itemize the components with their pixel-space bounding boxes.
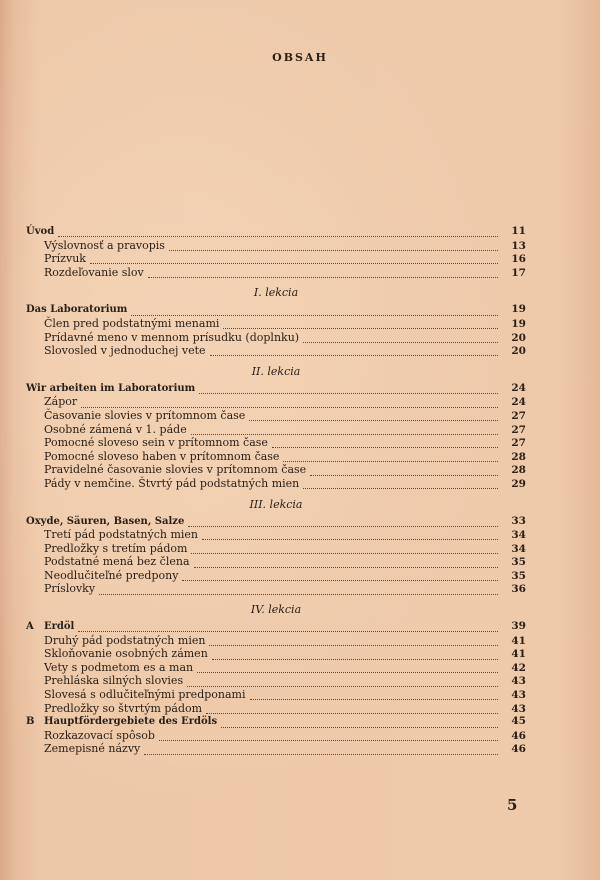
toc-entry-title: Zemepisné názvy (44, 742, 141, 756)
toc-entry-row (26, 331, 526, 345)
toc-page-number: 33 (511, 514, 526, 527)
toc-dot-leader (131, 307, 498, 316)
page-number: 5 (507, 796, 518, 814)
toc-page-number: 20 (511, 345, 526, 358)
toc-page-number: 24 (511, 381, 526, 394)
toc-dot-leader (191, 426, 498, 435)
toc-entry-row (26, 423, 526, 437)
toc-entry-title: Slovosled v jednoduchej vete (44, 344, 206, 358)
toc-entry-row (26, 569, 526, 583)
toc-entry-title: Vety s podmetom es a man (44, 660, 194, 674)
toc-dot-leader (283, 453, 498, 462)
toc-dot-leader (249, 412, 498, 421)
toc-entry-title: Neodlučiteľné predpony (44, 568, 179, 582)
toc-page-number: 42 (511, 661, 526, 674)
toc-entry-title: Podstatné mená bez člena (44, 555, 190, 569)
toc-page-number: 20 (511, 331, 526, 344)
toc-dot-leader (58, 228, 498, 237)
toc-dot-leader (169, 242, 498, 251)
toc-dot-leader (199, 385, 498, 394)
toc-page-number: 19 (511, 303, 526, 316)
toc-dot-leader (206, 705, 498, 714)
toc-page-number: 13 (511, 239, 526, 252)
lesson-heading: III. lekcia (249, 497, 303, 511)
toc-entry-row (26, 555, 526, 569)
toc-entry-title: Príslovky (44, 582, 96, 596)
toc-dot-leader (191, 545, 498, 554)
toc-chapter-row (26, 303, 526, 317)
toc-dot-leader (159, 732, 498, 741)
toc-entry-row (26, 742, 526, 756)
toc-dot-leader (303, 334, 498, 343)
toc-page-number: 17 (511, 266, 526, 279)
toc-entry-row (26, 477, 526, 491)
toc-page-number: 11 (511, 225, 526, 237)
toc-dot-leader (144, 746, 498, 755)
toc-dot-leader (197, 664, 498, 673)
toc-page-number: 41 (511, 648, 526, 661)
toc-page-number: 27 (511, 409, 526, 422)
toc-dot-leader (81, 399, 498, 408)
toc-entry-row (26, 729, 526, 743)
toc-chapter-row (26, 382, 526, 396)
toc-page-number: 41 (511, 634, 526, 647)
toc-entry-row (26, 395, 526, 409)
toc-entry-row (26, 344, 526, 358)
toc-entry-title: Člen pred podstatnými menami (44, 316, 220, 330)
toc-page-number: 16 (511, 253, 526, 266)
toc-page-number: 43 (511, 675, 526, 688)
toc-page-number: 39 (511, 620, 526, 633)
toc-entry-row (26, 450, 526, 464)
toc-entry-title: Slovesá s odlučiteľnými predponami (44, 688, 246, 702)
toc-entry-title: Pomocné sloveso haben v prítomnom čase (44, 449, 280, 463)
toc-page-number: 24 (511, 396, 526, 409)
toc-entry-title: Wir arbeiten im Laboratorium (26, 382, 196, 394)
toc-entry-title: Časovanie slovies v prítomnom čase (44, 408, 246, 422)
toc-entry-title: Výslovnosť a pravopis (44, 238, 165, 252)
toc-page-number: 29 (511, 477, 526, 490)
toc-entry-row (26, 661, 526, 675)
toc-dot-leader (194, 559, 498, 568)
toc-entry-title: Osobné zámená v 1. páde (44, 422, 187, 436)
toc-page-number: 36 (511, 583, 526, 596)
toc-entry-row (26, 252, 526, 266)
toc-entry-row (26, 266, 526, 280)
toc-dot-leader (310, 467, 498, 476)
toc-entry-title: Erdöl (44, 621, 75, 633)
toc-entry-row (26, 674, 526, 688)
table-of-contents (26, 225, 526, 756)
toc-part-marker: A (26, 621, 34, 633)
toc-entry-title: Rozdeľovanie slov (44, 265, 144, 279)
toc-dot-leader (187, 678, 498, 687)
toc-page-number: 27 (511, 437, 526, 450)
toc-entry-row (26, 634, 526, 648)
toc-entry-title: Pomocné sloveso sein v prítomnom čase (44, 436, 268, 450)
toc-page-number: 34 (511, 542, 526, 555)
toc-page-number: 19 (511, 317, 526, 330)
lesson-heading: IV. lekcia (250, 603, 302, 617)
toc-dot-leader (212, 651, 498, 660)
toc-entry-row (26, 317, 526, 331)
toc-entry-title: Hauptfördergebiete des Erdöls (44, 716, 218, 728)
toc-dot-leader (188, 518, 498, 527)
toc-dot-leader (221, 719, 498, 728)
lesson-heading: II. lekcia (251, 364, 301, 378)
toc-dot-leader (78, 623, 498, 632)
toc-dot-leader (90, 255, 498, 264)
toc-entry-title: Úvod (26, 226, 55, 237)
toc-entry-title: Rozkazovací spôsob (44, 728, 155, 742)
toc-page-number: 35 (511, 569, 526, 582)
toc-entry-title: Oxyde, Säuren, Basen, Salze (26, 515, 185, 527)
toc-entry-row (26, 647, 526, 661)
toc-page-number: 46 (511, 729, 526, 742)
toc-dot-leader (202, 531, 498, 540)
toc-entry-title: Pravidelné časovanie slovies v prítomnom čase (44, 463, 307, 477)
toc-page-number: 27 (511, 423, 526, 436)
toc-page-number: 45 (511, 715, 526, 728)
toc-entry-title: Das Laboratorium (26, 304, 128, 316)
toc-page-number: 28 (511, 450, 526, 463)
toc-entry-title: Druhý pád podstatných mien (44, 633, 206, 647)
toc-page-number: 46 (511, 743, 526, 756)
toc-page-number: 28 (511, 464, 526, 477)
toc-dot-leader (210, 347, 498, 356)
toc-entry-row (26, 582, 526, 596)
toc-entry-title: Predložky so štvrtým pádom (44, 701, 203, 715)
toc-entry-title: Pády v nemčine. Štvrtý pád podstatných mien (44, 476, 300, 490)
page-heading: OBSAH (272, 51, 328, 64)
toc-entry-title: Zápor (44, 395, 78, 409)
toc-chapter-row (26, 620, 526, 634)
toc-page-number: 43 (511, 689, 526, 702)
toc-entry-row (26, 436, 526, 450)
toc-part-marker: B (26, 716, 35, 728)
toc-entry-title: Prídavné meno v mennom prísudku (doplnku) (44, 330, 300, 344)
toc-chapter-row (26, 225, 526, 239)
toc-dot-leader (223, 320, 498, 329)
toc-dot-leader (148, 269, 498, 278)
toc-entry-title: Predložky s tretím pádom (44, 541, 188, 555)
toc-dot-leader (99, 586, 498, 595)
toc-entry-row (26, 688, 526, 702)
toc-page-number: 43 (511, 702, 526, 715)
lesson-heading: I. lekcia (253, 286, 299, 300)
toc-entry-row (26, 409, 526, 423)
toc-chapter-row (26, 715, 526, 729)
toc-chapter-row (26, 515, 526, 529)
toc-dot-leader (303, 480, 498, 489)
toc-entry-row (26, 239, 526, 253)
toc-page-number: 35 (511, 556, 526, 569)
toc-page-number: 34 (511, 529, 526, 542)
toc-entry-title: Tretí pád podstatných mien (44, 528, 199, 542)
toc-entry-row (26, 542, 526, 556)
toc-dot-leader (272, 439, 498, 448)
toc-entry-title: Prízvuk (44, 252, 86, 266)
toc-entry-row (26, 463, 526, 477)
toc-dot-leader (250, 691, 499, 700)
toc-entry-row (26, 528, 526, 542)
toc-dot-leader (182, 572, 498, 581)
toc-dot-leader (209, 637, 498, 646)
toc-entry-title: Skloňovanie osobných zámen (44, 647, 208, 661)
toc-entry-row (26, 702, 526, 716)
toc-entry-title: Prehláska silných slovies (44, 674, 184, 688)
